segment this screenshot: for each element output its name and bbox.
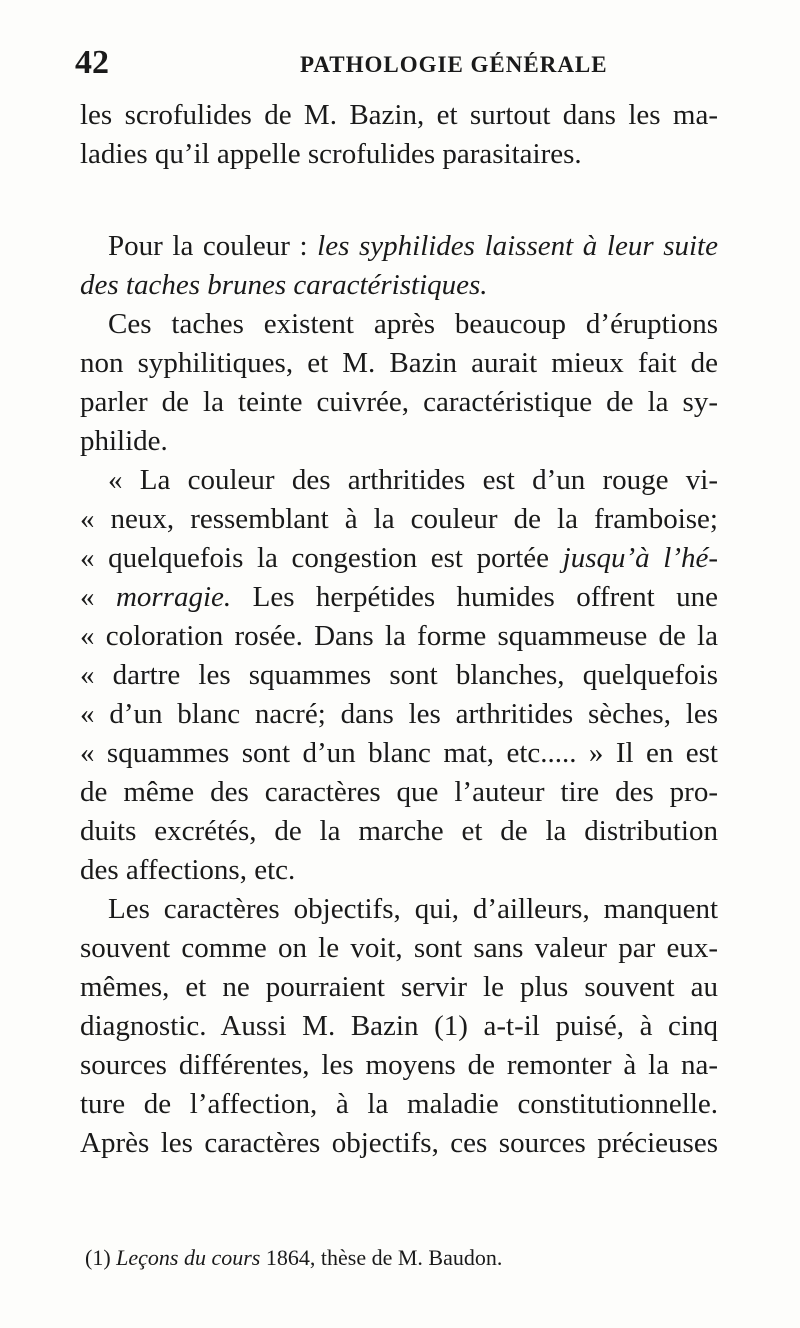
text-line: sources différentes, les moyens de remonter à la na-: [80, 1049, 718, 1081]
text-line: ture de l’affection, à la maladie constitutionnelle.: [80, 1088, 718, 1120]
footnote-title: Leçons du cours: [116, 1245, 261, 1270]
text-line: ladies qu’il appelle scrofulides parasitaires.: [80, 138, 582, 170]
text-run: Les herpétides humides offrent une: [252, 581, 718, 613]
italic-run: morragie.: [115, 581, 232, 613]
text-line: « dartre les squammes sont blanches, quelquefois: [80, 659, 718, 691]
text-run: « quelquefois la congestion est portée: [80, 542, 550, 574]
text-line: diagnostic. Aussi M. Bazin (1) a-t-il puisé, à cinq: [80, 1010, 718, 1042]
footnote: [85, 1245, 502, 1271]
footnote-marker: (1): [85, 1245, 111, 1270]
text-line: [80, 578, 718, 617]
running-title: PATHOLOGIE GÉNÉRALE: [300, 52, 608, 77]
text-line: « neux, ressemblant à la couleur de la framboise;: [80, 503, 718, 535]
text-line: les scrofulides de M. Bazin, et surtout dans les ma-: [80, 99, 718, 131]
text-line: philide.: [80, 425, 168, 457]
italic-run: des taches brunes caractéristiques.: [80, 269, 488, 301]
text-line: de même des caractères que l’auteur tire des pro-: [80, 776, 718, 808]
text-line: [80, 539, 718, 578]
text-line: « coloration rosée. Dans la forme squammeuse de la: [80, 620, 718, 652]
text-line: Les caractères objectifs, qui, d’ailleurs, manquent: [108, 893, 718, 925]
footnote-text: 1864, thèse de M. Baudon.: [265, 1245, 503, 1270]
italic-run: jusqu’à l’hé-: [562, 542, 718, 574]
paragraph-gap: [80, 174, 718, 227]
text-line: « d’un blanc nacré; dans les arthritides sèches, les: [80, 698, 718, 730]
text-line: souvent comme on le voit, sont sans valeur par eux-: [80, 932, 718, 964]
text-line: « La couleur des arthritides est d’un rouge vi-: [108, 464, 718, 496]
text-line: [80, 227, 718, 266]
text-line: Ces taches existent après beaucoup d’éruptions: [108, 308, 718, 340]
text-run: «: [80, 581, 95, 613]
body-text: [80, 96, 718, 1163]
italic-run: les syphilides laissent à leur suite: [317, 230, 718, 262]
text-line: duits excrétés, de la marche et de la distribution: [80, 815, 718, 847]
text-line: « squammes sont d’un blanc mat, etc..... » Il en est: [80, 737, 718, 769]
text-line: des affections, etc.: [80, 854, 296, 886]
text-line: mêmes, et ne pourraient servir le plus souvent au: [80, 971, 718, 1003]
text-run: Pour la couleur :: [108, 230, 308, 262]
text-line: [80, 266, 718, 305]
text-line: Après les caractères objectifs, ces sources précieuses: [80, 1127, 718, 1159]
text-line: non syphilitiques, et M. Bazin aurait mieux fait de: [80, 347, 718, 379]
page-number: 42: [75, 44, 109, 81]
page-header: [0, 40, 800, 90]
text-line: parler de la teinte cuivrée, caractéristique de la sy-: [80, 386, 718, 418]
